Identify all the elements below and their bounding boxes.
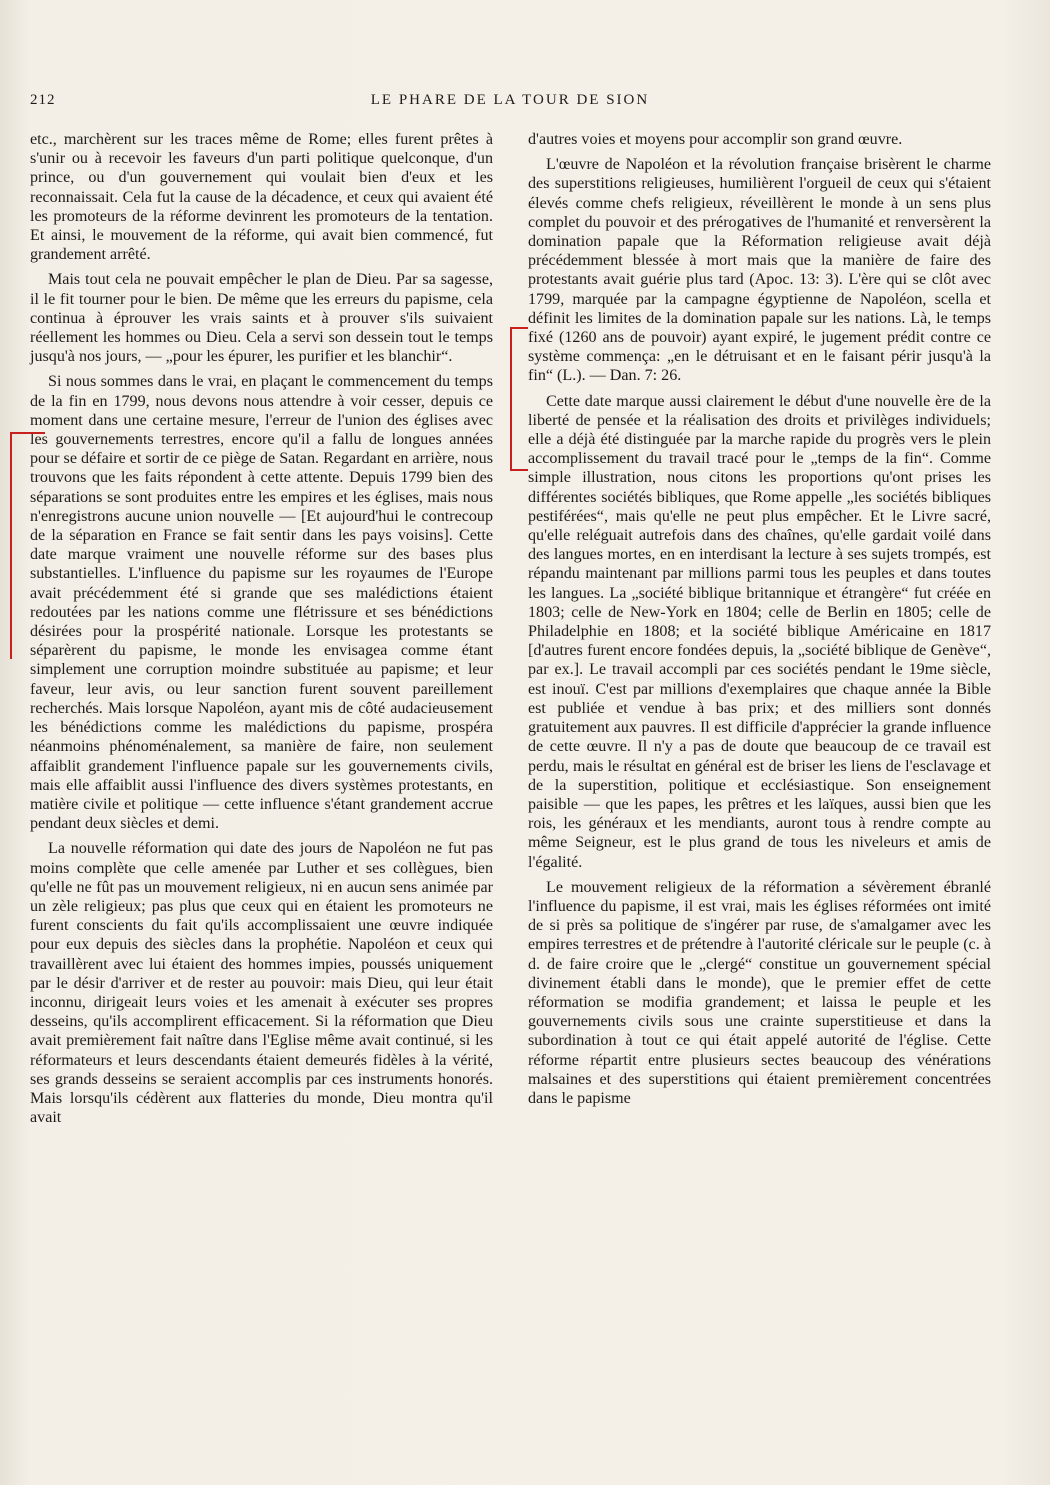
page-number: 212 — [30, 92, 56, 108]
paragraph: Cette date marque aussi clairement le début d'une nouvelle ère de la liberté de pensée et la réalisation des droits et privilèges individuels; elle a déjà été distinguée par la marche rapide du progrès vers le plein accomplissement du travail tracé pour le „temps de la fin“. Comme simple illustration, nous citons les proportions qu'ont prises les différentes sociétés bibliques, que Rome appelle „les sociétés bibliques pestiférées“, mais qu'elle ne peut plus empêcher. Et le Livre sacré, qu'elle reléguait autrefois dans des chaînes, qu'elle gardait voilé dans des langues mortes, en en interdisant la lecture à ses sujets trompés, est répandu maintenant par millions parmi tous les peuples et dans toutes les langues. La „société biblique britannique et étrangère“ fut créée en 1803; celle de New-York en 1804; celle de Berlin en 1805; celle de Philadelphie en 1808; et la société biblique Américaine en 1817 [d'autres furent encore fondées depuis, la „société biblique de Genève“, par ex.]. Le travail accompli par ces sociétés pendant le 19me siècle, est inouï. C'est par millions d'exemplaires que chaque année la Bible est publiée et vendue à bas prix; et des milliers sont donnés gratuitement aux pauvres. Il est difficile d'apprécier la grande influence de cette œuvre. Il n'y a pas de doute que beaucoup de ce travail est perdu, mais le résultat en général est de briser les liens de l'esclavage et de la superstition, politique et ecclésiastique. Son enseignement paisible — que les papes, les prêtres et les laïques, aussi bien que les rois, les généraux et les mendiants, auront tous à rendre compte au même Seigneur, est le plus grand de tous les niveleurs et amis de l'égalité. — [528, 392, 991, 871]
left-column — [30, 130, 493, 1133]
margin-mark-right — [510, 327, 528, 471]
right-column — [528, 130, 991, 1114]
paragraph: L'œuvre de Napoléon et la révolution française brisèrent le charme des superstitions religieuses, humilièrent l'orgueil de ceux qui s'étaient élevés comme chefs religieux, réveillèrent le monde à un sens plus complet du pouvoir et des prérogatives de l'humanité et renversèrent la domination papale que la Réformation religieuse avait déjà précédemment blessée à mort mais que la manière de faire des protestants avait guérie plus tard (Apoc. 13: 3). L'ère qui se clôt avec 1799, marquée par la campagne égyptienne de Napoléon, scella et définit les limites de la domination papale sur les nations. Là, le temps fixé (1260 ans de pouvoir) ayant expiré, le jugement prédit contre ce système commença: „en le détruisant et en le faisant périr jusqu'à la fin“ (L.). — Dan. 7: 26. — [528, 156, 991, 385]
paragraph: d'autres voies et moyens pour accomplir son grand œuvre. — [528, 131, 903, 148]
margin-mark-left — [10, 432, 45, 659]
paragraph: Mais tout cela ne pouvait empêcher le plan de Dieu. Par sa sagesse, il le fit tourner pour le bien. De même que les erreurs du papisme, cela continua à éprouver les vrais saints et à prouver s'ils suivaient réellement les hommes ou Dieu. Cela a servi son dessein tout le temps jusqu'à nos jours, — „pour les épurer, les purifier et les blanchir“. — [30, 271, 493, 366]
page-header — [30, 92, 990, 114]
paragraph: La nouvelle réformation qui date des jours de Napoléon ne fut pas moins complète que celle amenée par Luther et ses collègues, bien qu'elle ne fût pas un mouvement religieux, ni en aucun sens animée par un zèle religieux; pas plus que ceux qui en étaient les promoteurs ne furent conscients du fait qu'ils accomplissaient une œuvre indiquée pour eux depuis des siècles dans la prophétie. Napoléon et ceux qui travaillèrent avec lui étaient des hommes impies, poussés uniquement par le désir d'arriver et de rester au pouvoir: mais Dieu, qui leur était inconnu, dirigeait leurs voies et les amenait à exécuter ses propres desseins, qu'ils accomplirent efficacement. Si la réformation que Dieu avait premièrement fait naître dans l'Eglise même avait continué, si les réformateurs et leurs descendants étaient demeurés fidèles à la vérité, ses grands desseins se seraient accomplis par ces instruments honorés. Mais lorsqu'ils cédèrent aux flatteries du monde, Dieu montra qu'il avait — [30, 840, 493, 1127]
paragraph: etc., marchèrent sur les traces même de Rome; elles furent prêtes à s'unir ou à recevoir les faveurs d'un parti politique quelconque, d'un prince, ou d'un gouvernement qui voulait bien d'eux et les reconnaissait. Cela fut la cause de la décadence, et ceux qui avaient été les promoteurs de la réforme devinrent les promoteurs de la tentation. Et ainsi, le mouvement de la réforme, qui avait bien commencé, fut grandement arrêté. — [30, 131, 493, 264]
paragraph: Si nous sommes dans le vrai, en plaçant le commencement du temps de la fin en 1799, nous devons nous attendre à voir cesser, depuis ce moment dans une certaine mesure, l'erreur de l'union des églises avec les gouvernements terrestres, encore qu'il a fallu de longues années pour se défaire et sortir de ce piège de Satan. Regardant en arrière, nous trouvons que les faits répondent à cette attente. Depuis 1799 bien des séparations se sont produites entre les empires et les églises, mais nous n'enregistrons aucune union nouvelle — [Et aujourd'hui le contrecoup de la séparation en France se fait sentir dans les pays voisins]. Cette date marque vraiment une nouvelle réforme sur des bases plus substantielles. L'influence du papisme sur les royaumes de l'Europe avait précédemment été si grande que ses malédictions étaient redoutées par les nations comme une flétrissure et ses bénédictions désirées pour la prospérité nationale. Lorsque les protestants se séparèrent du papisme, le monde les envisagea comme étant simplement une corruption moindre substituée au papisme; et leur faveur, leur avis, ou leur sanction furent souvent pareillement recherchés. Mais lorsque Napoléon, ayant mis de côté audacieusement les bénédictions comme les malédictions du papisme, prospéra néanmoins phénoménalement, sa manière de faire, non seulement affaiblit grandement l'influence papale sur les gouvernements civils, mais elle affaiblit aussi l'influence des divers systèmes protestants, en matière civile et politique — cette influence s'étant grandement accrue pendant deux siècles et demi. — [30, 373, 493, 833]
paragraph: Le mouvement religieux de la réformation a sévèrement ébranlé l'influence du papisme, il est vrai, mais les églises réformées ont imité de si près sa politique de s'ingérer par ruse, de s'amalgamer avec les empires terrestres et de prétendre à l'autorité cléricale sur le peuple (c. à d. de faire croire que le „clergé“ constitue un gouvernement spécial divinement établi dans le monde), que le premier effet de cette réformation se modifia grandement; et laissa le peuple et les gouvernements civils sous une crainte superstitieuse et dans la subordination à tout ce qui était appelé autorité de l'église. Cette réforme répartit entre plusieurs sectes beaucoup des vénérations malsaines et des superstitions qui étaient premièrement concentrées dans le papisme — [528, 878, 991, 1107]
running-title: LE PHARE DE LA TOUR DE SION — [370, 92, 650, 108]
